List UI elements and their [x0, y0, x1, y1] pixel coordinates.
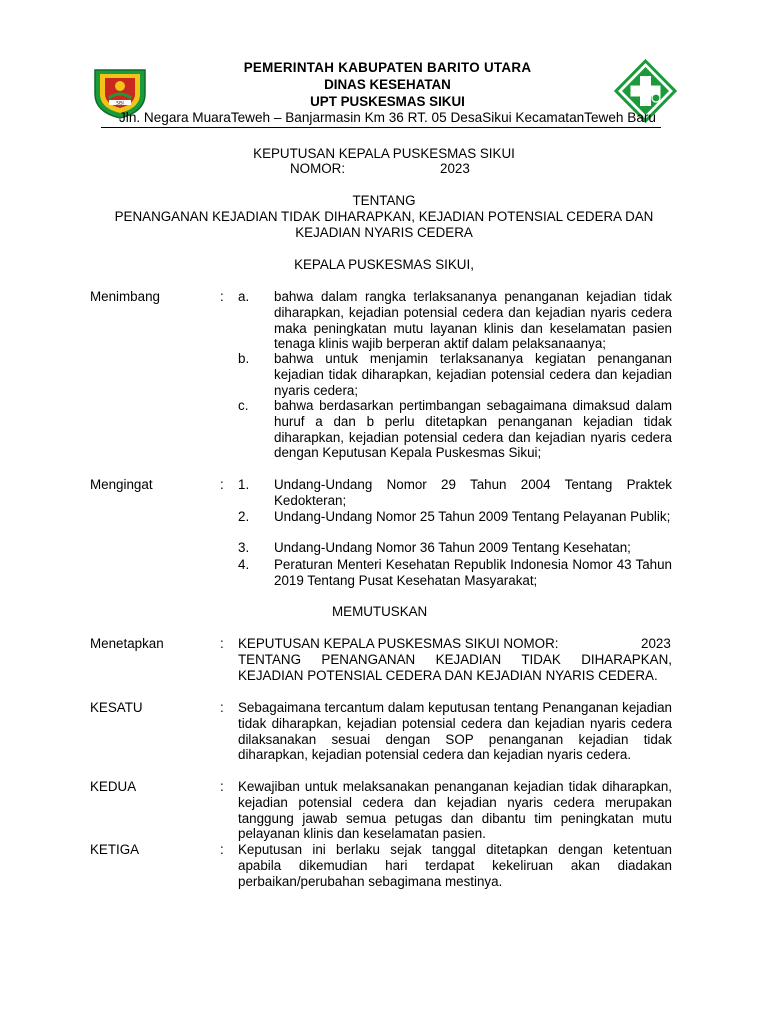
menetapkan-year: 2023 [641, 636, 671, 651]
number-year: 2023 [440, 161, 470, 176]
mengingat-mark-1: 1. [238, 477, 250, 492]
subject-line-1: PENANGANAN KEJADIAN TIDAK DIHARAPKAN, KEJADIAN POTENSIAL CEDERA DAN [114, 209, 654, 224]
svg-text:SISI: SISI [116, 100, 124, 106]
letterhead-divider [101, 127, 661, 128]
address: Jln. Negara MuaraTeweh – Banjarmasin Km 36 RT. 05 DesaSikui KecamatanTeweh Baru [119, 110, 656, 125]
about-heading: TENTANG [352, 193, 416, 208]
menimbang-item-a: bahwa dalam rangka terlaksananya penanganan kejadian tidak diharapkan, kejadian potensial cedera dan kejadian nyaris cedera maka peningkatan mutu layanan klinis dan keselamatan pasien tenaga klinis wajib berperan aktif dalam pelaksanaanya; [274, 289, 672, 352]
ketiga-colon: : [220, 842, 224, 857]
menetapkan-decree: KEPUTUSAN KEPALA PUSKESMAS SIKUI NOMOR: [238, 636, 559, 651]
mengingat-mark-4: 4. [238, 557, 250, 572]
mengingat-label: Mengingat [90, 477, 153, 492]
ketiga-text: Keputusan ini berlaku sejak tanggal ditetapkan dengan ketentuan apabila dikemudian hari terdapat kekeliruan akan diadakan perbaikan/perubahan sebagimana mestinya. [238, 842, 672, 889]
mengingat-mark-3: 3. [238, 540, 250, 555]
menimbang-mark-c: c. [238, 398, 249, 413]
kedua-text: Kewajiban untuk melaksanakan penanganan kejadian tidak diharapkan, kejadian potensial cedera dan kejadian nyaris cedera merupakan tanggung jawab semua petugas dan dibantu tim peningkatan mutu pelayanan klinis dan keselamatan pasien. [238, 779, 672, 842]
menetapkan-subject: TENTANG PENANGANAN KEJADIAN TIDAK DIHARAPKAN, KEJADIAN POTENSIAL CEDERA DAN KEJADIAN NYARIS CEDERA. [238, 652, 672, 683]
menimbang-label: Menimbang [90, 289, 160, 304]
kesatu-colon: : [220, 700, 224, 715]
memutuskan-heading: MEMUTUSKAN [332, 604, 428, 619]
kedua-label: KEDUA [90, 779, 137, 794]
subject-line-2: KEJADIAN NYARIS CEDERA [295, 225, 473, 240]
kesatu-text: Sebagaimana tercantum dalam keputusan tentang Penanganan kejadian tidak diharapkan, kejadian potensial cedera dan kejadian nyaris cedera dilaksanakan sesuai dengan SOP penanganan kejadian tidak diharapkan, kejadian potensial cedera dan kejadian nyaris cedera. [238, 700, 672, 763]
official-title: KEPALA PUSKESMAS SIKUI, [294, 257, 474, 272]
government-name: PEMERINTAH KABUPATEN BARITO UTARA [243, 60, 532, 75]
mengingat-item-4: Peraturan Menteri Kesehatan Republik Indonesia Nomor 43 Tahun 2019 Tentang Pusat Kesehatan Masyarakat; [274, 557, 672, 588]
menimbang-item-b: bahwa untuk menjamin terlaksananya kegiatan penanganan kejadian tidak diharapkan, kejadian potensial cedera dan kejadian nyaris cedera; [274, 351, 672, 398]
menimbang-mark-b: b. [238, 351, 250, 366]
menimbang-item-c: bahwa berdasarkan pertimbangan sebagaimana dimaksud dalam huruf a dan b perlu ditetapkan penanganan kejadian tidak diharapkan, kejadian potensial cedera dan kejadian nyaris cedera dengan Keputusan Kepala Puskesmas Sikui; [274, 398, 672, 461]
mengingat-item-3: Undang-Undang Nomor 36 Tahun 2009 Tentang Kesehatan; [274, 540, 631, 555]
mengingat-item-2: Undang-Undang Nomor 25 Tahun 2009 Tentang Pelayanan Publik; [274, 509, 671, 524]
agency-name: DINAS KESEHATAN [324, 77, 451, 92]
unit-name: UPT PUSKESMAS SIKUI [310, 94, 465, 109]
menimbang-colon: : [220, 289, 224, 304]
mengingat-item-1: Undang-Undang Nomor 29 Tahun 2004 Tentang Praktek Kedokteran; [274, 477, 672, 508]
ketiga-label: KETIGA [90, 842, 140, 857]
menimbang-mark-a: a. [238, 289, 250, 304]
mengingat-mark-2: 2. [238, 509, 250, 524]
menetapkan-colon: : [220, 636, 224, 651]
kesatu-label: KESATU [90, 700, 143, 715]
mengingat-colon: : [220, 477, 224, 492]
kedua-colon: : [220, 779, 224, 794]
decree-title: KEPUTUSAN KEPALA PUSKESMAS SIKUI [253, 146, 515, 161]
number-label: NOMOR: [290, 161, 346, 176]
menetapkan-label: Menetapkan [90, 636, 164, 651]
